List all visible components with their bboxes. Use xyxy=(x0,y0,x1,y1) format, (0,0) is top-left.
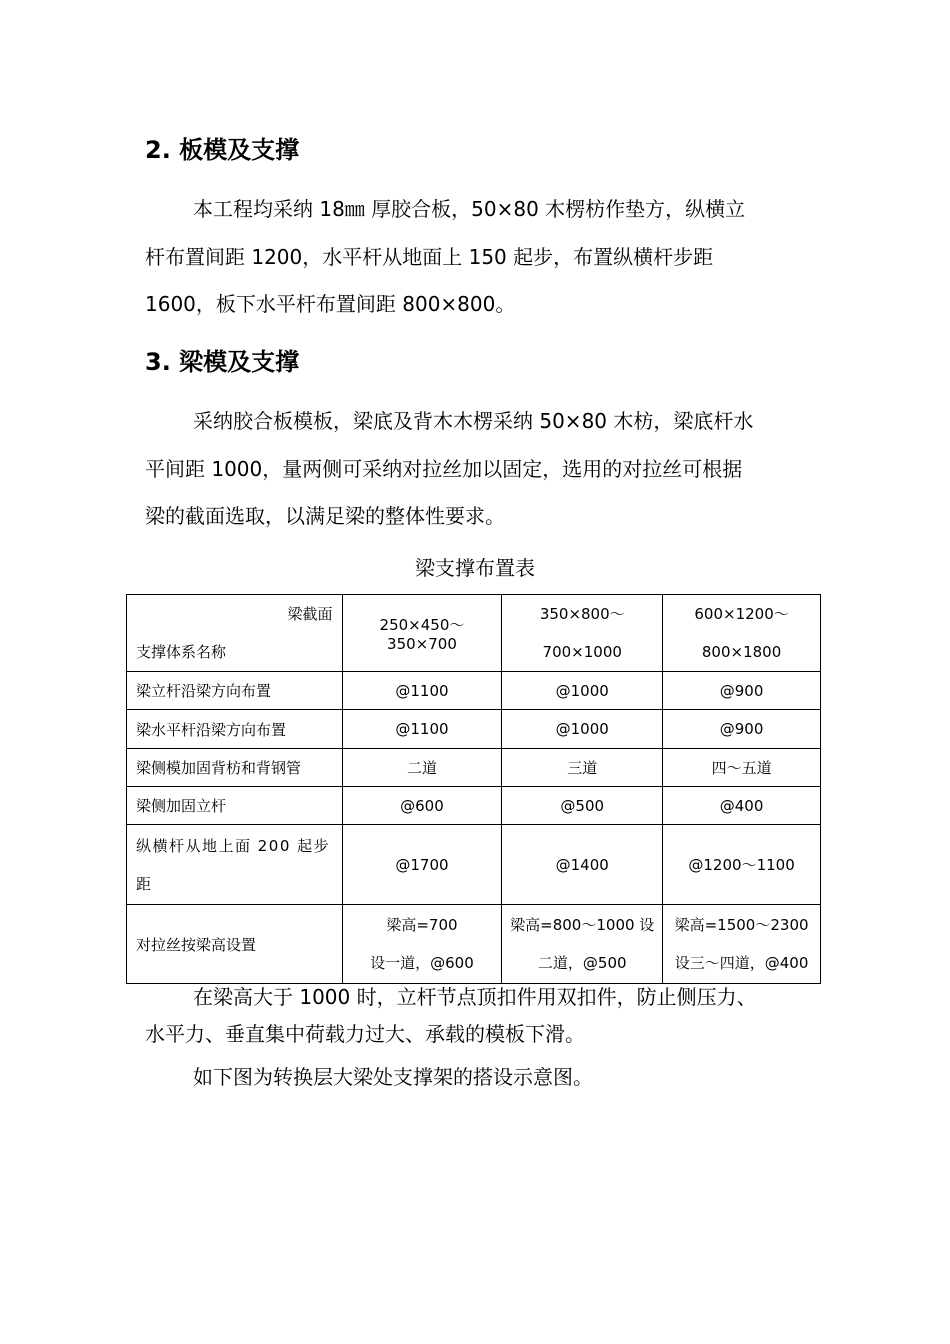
table-cell-line: 设一道，@600 xyxy=(370,954,474,972)
table-cell-line: @1700 xyxy=(395,855,449,874)
row-label xyxy=(127,825,343,905)
row-label-line: 梁侧加固立杆 xyxy=(136,797,227,815)
row-label xyxy=(127,749,343,787)
row-label-line: 距 xyxy=(136,874,152,893)
corner-top-label: 梁截面 xyxy=(287,605,333,623)
row-label-line: 对拉丝按梁高设置 xyxy=(136,935,257,954)
table-cell xyxy=(342,787,502,825)
table-cell-line: @900 xyxy=(719,681,764,700)
table-cell-line: 设三～四道，@400 xyxy=(674,954,809,972)
table-cell xyxy=(342,749,502,787)
table-cell xyxy=(502,672,663,710)
table-cell-line: @900 xyxy=(719,720,764,738)
table-cell-line: 梁高=700 xyxy=(386,916,458,934)
column-header-line: 700×1000 xyxy=(542,643,622,661)
column-header xyxy=(663,595,821,672)
table-header-row xyxy=(127,595,821,672)
table-row xyxy=(127,710,821,749)
table-cell-line: 三道 xyxy=(567,759,598,777)
table-cell xyxy=(502,749,663,787)
table-cell-line: @500 xyxy=(560,796,605,815)
table-cell xyxy=(342,672,502,710)
column-header xyxy=(342,595,502,672)
paragraph-line: 1600，板下水平杆布置间距 800×800。 xyxy=(145,292,516,316)
table-cell-line: @1000 xyxy=(555,681,609,700)
table-cell-line: 二道，@500 xyxy=(537,954,627,972)
table-corner-cell xyxy=(127,595,343,672)
table-row xyxy=(127,787,821,825)
table-cell-line: 二道 xyxy=(406,759,437,777)
row-label xyxy=(127,905,343,984)
section-2-heading: 2. 板模及支撑 xyxy=(145,136,300,164)
beam-support-table xyxy=(126,594,821,984)
table-cell xyxy=(663,672,821,710)
table-cell xyxy=(342,825,502,905)
column-header-line: 250×450～350×700 xyxy=(379,615,465,653)
table-cell-line: @1200～1100 xyxy=(688,856,795,874)
table-cell xyxy=(502,710,663,749)
paragraph-line: 梁的截面选取，以满足梁的整体性要求。 xyxy=(145,504,505,528)
table-row xyxy=(127,905,821,984)
table-cell xyxy=(663,710,821,749)
row-label-line: 梁水平杆沿梁方向布置 xyxy=(136,720,287,739)
table-cell-line: 四～五道 xyxy=(711,759,772,777)
table-cell-line: 梁高=800～1000 设 xyxy=(510,916,655,934)
row-label xyxy=(127,710,343,749)
row-label-line: 梁立杆沿梁方向布置 xyxy=(136,682,272,700)
table-cell-line: @1400 xyxy=(555,855,609,874)
table-cell xyxy=(663,749,821,787)
table-row xyxy=(127,672,821,710)
table-cell xyxy=(663,825,821,905)
table-cell xyxy=(663,905,821,984)
row-label xyxy=(127,672,343,710)
row-label-line: 梁侧模加固背枋和背钢管 xyxy=(136,759,302,777)
table-cell-line: @600 xyxy=(400,796,444,815)
column-header xyxy=(502,595,663,672)
table-cell-line: @1000 xyxy=(555,720,609,738)
corner-bottom-label: 支撑体系名称 xyxy=(136,643,227,661)
paragraph-line: 本工程均采纳 18㎜ 厚胶合板，50×80 木楞枋作垫方，纵横立 xyxy=(193,197,746,221)
after-table-line: 水平力、垂直集中荷载力过大、承载的模板下滑。 xyxy=(145,1022,585,1046)
table-cell-line: @1100 xyxy=(395,681,449,700)
table-cell xyxy=(342,905,502,984)
row-label xyxy=(127,787,343,825)
section-3-heading: 3. 梁模及支撑 xyxy=(145,348,300,376)
column-header-line: 600×1200～ xyxy=(694,605,789,623)
after-table-line: 在梁高大于 1000 时，立杆节点顶扣件用双扣件，防止侧压力、 xyxy=(193,985,757,1009)
table-cell xyxy=(502,825,663,905)
section-2-paragraph xyxy=(145,186,809,329)
table-row xyxy=(127,749,821,787)
table-cell-line: 梁高=1500～2300 xyxy=(674,916,809,934)
table-caption: 梁支撑布置表 xyxy=(415,556,535,580)
section-3-paragraph xyxy=(145,398,809,541)
table-cell-line: @400 xyxy=(719,796,764,815)
column-header-line: 350×800～ xyxy=(539,605,625,623)
table-cell xyxy=(663,787,821,825)
table-cell xyxy=(502,787,663,825)
paragraph-line: 杆布置间距 1200，水平杆从地面上 150 起步，布置纵横杆步距 xyxy=(145,244,714,269)
table-cell xyxy=(342,710,502,749)
paragraph-line: 平间距 1000，量两侧可采纳对拉丝加以固定，选用的对拉丝可根据 xyxy=(145,456,743,481)
paragraph-line: 采纳胶合板模板，梁底及背木木楞采纳 50×80 木枋，梁底杆水 xyxy=(193,409,754,433)
table-cell xyxy=(502,905,663,984)
column-header-line: 800×1800 xyxy=(701,643,782,661)
after-table-line: 如下图为转换层大梁处支撑架的搭设示意图。 xyxy=(193,1065,593,1089)
table-row xyxy=(127,825,821,905)
row-label-line: 纵横杆从地上面 200 起步 xyxy=(136,836,331,855)
table-cell-line: @1100 xyxy=(395,720,449,738)
